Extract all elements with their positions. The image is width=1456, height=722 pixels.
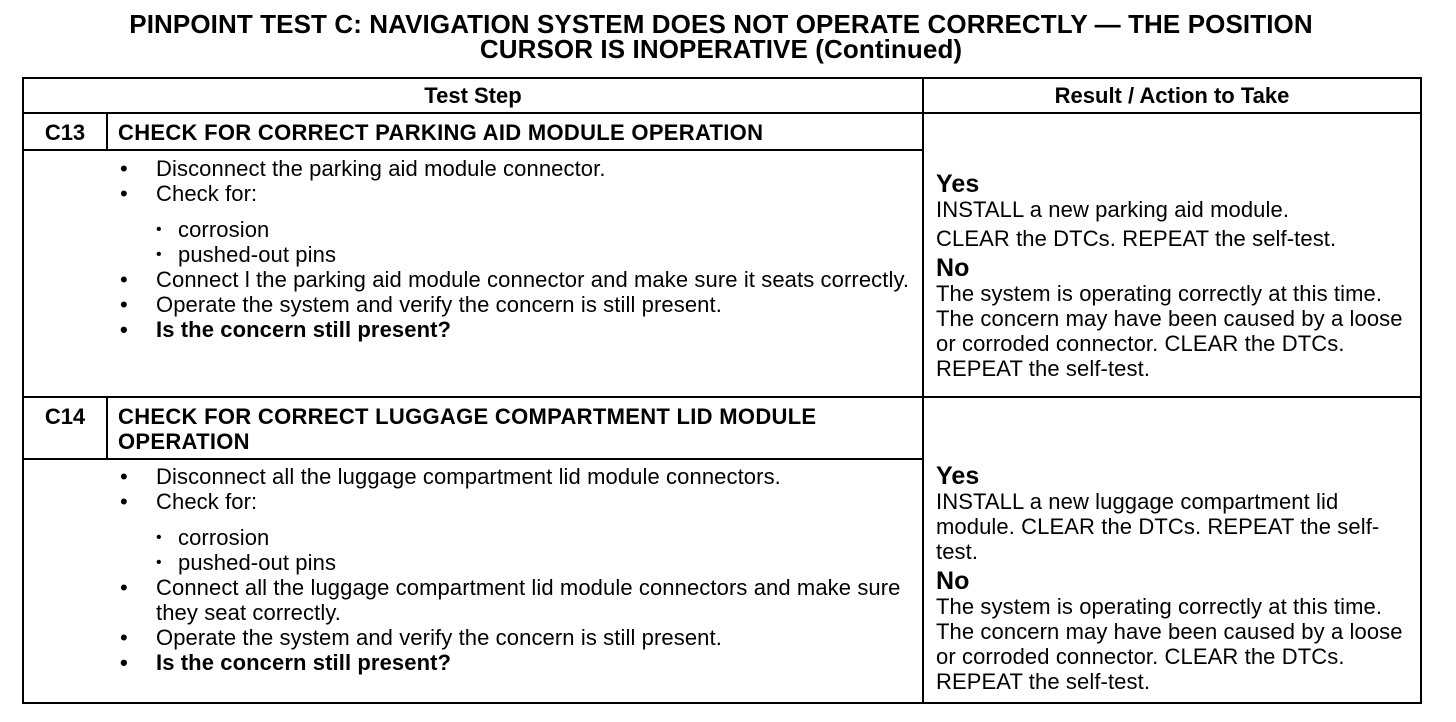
question-item: • Is the concern still present? [112, 317, 917, 342]
c13-id-divider [106, 112, 108, 149]
result-no-label: No [936, 567, 970, 595]
action-item: • Connect l the parking aid module connector and make sure it seats correctly. [112, 267, 917, 292]
step-actions-c14 [112, 464, 917, 675]
question-item: • Is the concern still present? [112, 650, 917, 675]
step-actions-c13 [112, 156, 917, 342]
action-item: • Operate the system and verify the concern is still present. [112, 625, 917, 650]
header-result-action: Result / Action to Take [1054, 83, 1290, 108]
action-item: • Check for: [112, 489, 917, 514]
pinpoint-test-table [22, 77, 1422, 704]
c13-title-rule [24, 149, 922, 151]
result-c13 [936, 171, 1414, 381]
result-yes-text: CLEAR the DTCs. REPEAT the self-test. [936, 226, 1337, 251]
result-no-text: The system is operating correctly at this time. The concern may have been caused by a loose or corroded connector. CLEAR the DTCs. REPEAT the self-test. [936, 594, 1403, 694]
step-id-c14: C14 [44, 404, 86, 429]
result-no-label: No [936, 254, 970, 282]
c14-title-rule [24, 458, 922, 460]
check-item: • corrosion [112, 217, 917, 242]
result-yes-label: Yes [936, 462, 980, 490]
header-test-step: Test Step [424, 83, 522, 108]
step-separator-rule [24, 396, 1420, 398]
action-item: • Disconnect the parking aid module connector. [112, 156, 917, 181]
page-title-line-1: PINPOINT TEST C: NAVIGATION SYSTEM DOES NOT OPERATE CORRECTLY — THE POSITION [129, 9, 1313, 39]
action-item: • Operate the system and verify the concern is still present. [112, 292, 917, 317]
result-no-text: The system is operating correctly at this time. The concern may have been caused by a loose or corroded connector. CLEAR the DTCs. REPEAT the self-test. [936, 281, 1403, 381]
step-title-c14: CHECK FOR CORRECT LUGGAGE COMPARTMENT LID MODULE OPERATION [118, 404, 817, 454]
result-c14 [936, 463, 1414, 694]
action-item: • Connect all the luggage compartment lid module connectors and make sure they seat correctly. [112, 575, 917, 625]
step-id-c13: C13 [44, 120, 86, 145]
c14-id-divider [106, 396, 108, 458]
step-title-c13: CHECK FOR CORRECT PARKING AID MODULE OPERATION [118, 120, 764, 145]
check-item: • pushed-out pins [112, 242, 917, 267]
result-yes-text: INSTALL a new luggage compartment lid module. CLEAR the DTCs. REPEAT the self-test. [936, 489, 1380, 564]
result-yes-label: Yes [936, 170, 980, 198]
check-item: • pushed-out pins [112, 550, 917, 575]
action-item: • Disconnect all the luggage compartment lid module connectors. [112, 464, 917, 489]
action-item: • Check for: [112, 181, 917, 206]
column-divider [922, 79, 924, 702]
check-item: • corrosion [112, 525, 917, 550]
result-yes-text: INSTALL a new parking aid module. [936, 197, 1290, 222]
header-rule [24, 112, 1420, 114]
page-title [0, 9, 1442, 64]
page-title-line-2: CURSOR IS INOPERATIVE (Continued) [479, 34, 963, 64]
